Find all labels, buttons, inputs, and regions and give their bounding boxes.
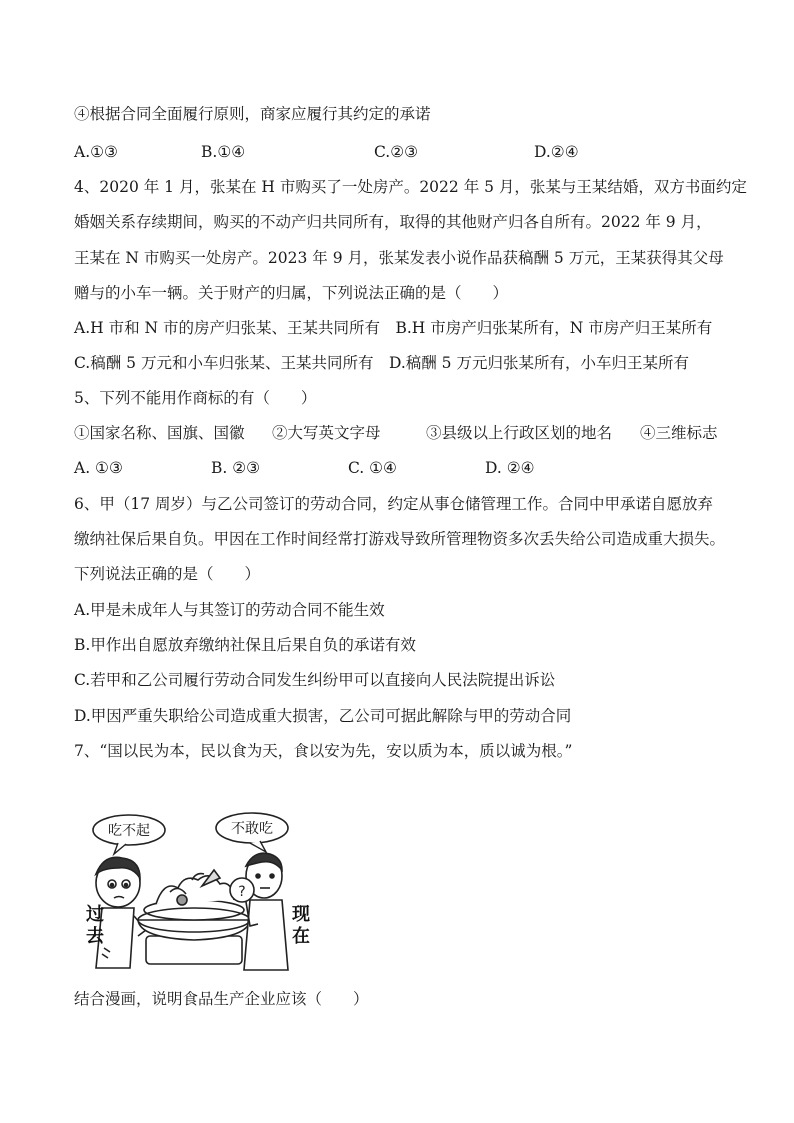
q7-question: 结合漫画，说明食品生产企业应该（ ） <box>74 990 369 1008</box>
q5-item-4: ④三维标志 <box>640 424 718 442</box>
q5-option-c: C. ①④ <box>348 459 397 477</box>
q4-options-cd: C.稿酬 5 万元和小车归张某、王某共同所有 D.稿酬 5 万元归张某所有，小车归王某所有 <box>74 354 689 372</box>
food-safety-cartoon <box>74 808 319 976</box>
q5-stem: 5、下列不能用作商标的有（ ） <box>74 389 317 407</box>
bubble-right-text: 不敢吃 <box>231 821 273 837</box>
q5-item-3: ③县级以上行政区划的地名 <box>426 424 613 442</box>
q4-stem-line-4: 赠与的小车一辆。关于财产的归属，下列说法正确的是（ ） <box>74 284 509 302</box>
q3-option-c: C.②③ <box>374 143 419 161</box>
label-now-char-1: 现 <box>292 904 310 925</box>
q6-option-d: D.甲因严重失职给公司造成重大损害，乙公司可据此解除与甲的劳动合同 <box>74 707 572 725</box>
bubble-left-text: 吃不起 <box>108 823 150 839</box>
q3-option-d: D.②④ <box>534 143 579 161</box>
label-past-char-1: 过 <box>86 904 104 925</box>
label-now-char-2: 在 <box>292 926 310 947</box>
bubble-right <box>216 813 288 852</box>
q6-stem-line-2: 缴纳社保后果自负。甲因在工作时间经常打游戏导致所管理物资多次丢失给公司造成重大损失。 <box>74 530 726 548</box>
label-past-char-2: 去 <box>86 926 104 947</box>
q6-option-b: B.甲作出自愿放弃缴纳社保且后果自负的承诺有效 <box>74 636 416 654</box>
q6-stem-line-3: 下列说法正确的是（ ） <box>74 565 261 583</box>
q5-option-b: B. ②③ <box>211 459 261 477</box>
svg-text:?: ? <box>238 884 246 900</box>
q4-options-ab: A.H 市和 N 市的房产归张某、王某共同所有 B.H 市房产归张某所有，N 市房产归王某所有 <box>74 319 713 337</box>
bubble-left <box>93 815 165 854</box>
q6-option-c: C.若甲和乙公司履行劳动合同发生纠纷甲可以直接向人民法院提出诉讼 <box>74 671 556 689</box>
q7-stem: 7、“国以民为本，民以食为天，食以安为先，安以质为本，质以诚为根。” <box>74 742 573 760</box>
q6-stem-line-1: 6、甲（17 周岁）与乙公司签订的劳动合同，约定从事仓储管理工作。合同中甲承诺自愿放弃 <box>74 495 714 513</box>
q3-item-4: ④根据合同全面履行原则，商家应履行其约定的承诺 <box>74 105 431 123</box>
q5-option-a: A. ①③ <box>74 459 123 477</box>
label-now <box>292 904 310 947</box>
q3-option-b: B.①④ <box>201 143 246 161</box>
q5-item-1: ①国家名称、国旗、国徽 <box>74 424 245 442</box>
q3-option-a: A.①③ <box>74 143 118 161</box>
cartoon-drawing <box>74 808 319 976</box>
q4-stem-line-3: 王某在 N 市购买一处房产。2023 年 9 月，张某发表小说作品获稿酬 5 万元，王某获得其父母 <box>74 249 724 267</box>
q5-item-2: ②大写英文字母 <box>272 424 381 442</box>
q4-stem-line-2: 婚姻关系存续期间，购买的不动产归共同所有，取得的其他财产归各自所有。2022 年 9 月， <box>74 213 712 231</box>
q5-option-d: D. ②④ <box>485 459 535 477</box>
q6-option-a: A.甲是未成年人与其签订的劳动合同不能生效 <box>74 601 385 619</box>
q4-stem-line-1: 4、2020 年 1 月，张某在 H 市购买了一处房产。2022 年 5 月，张某与王某结婚，双方书面约定 <box>74 178 747 196</box>
